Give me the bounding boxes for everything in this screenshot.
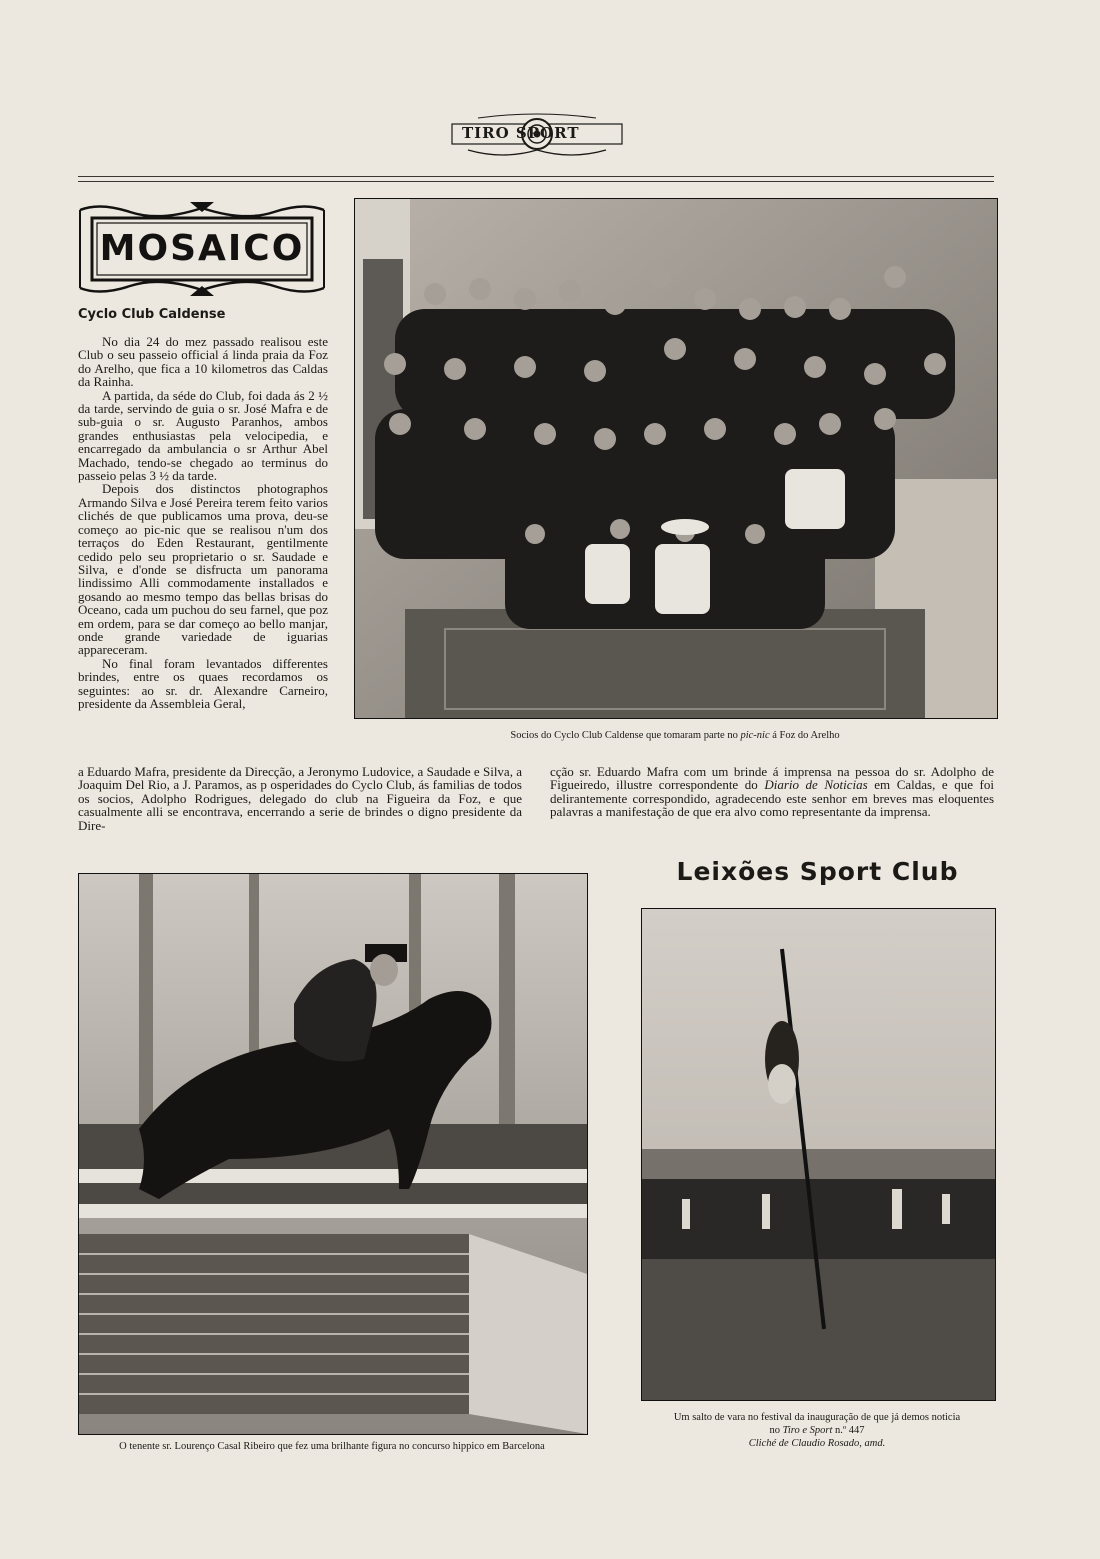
masthead-title-text: TIRO SPORT — [462, 124, 580, 142]
section-cartouche — [78, 200, 326, 298]
pole-vault-photo — [641, 908, 996, 1401]
article-paragraph — [550, 765, 994, 819]
article-paragraph: No final foram levantados differentes brindes, entre os quaes recordamos os seguintes: ao sr. dr. Alexandre Carneiro, presidente da Assembleia Geral, — [78, 655, 328, 711]
article-paragraph: A partida, da séde do Club, foi dada ás 2 ½ da tarde, servindo de guia o sr. José Mafra e de sub-guia o sr. Augusto Paranhos, ambos grandes enthusiastas pela velocipedia, e encarregado da ambulancia o sr Arthur Abel Machado, tendo-se chegado ao terminus do passeio pelas 3 ½ da tarde. — [78, 387, 328, 484]
mosaico-title: MOSAICO — [99, 228, 305, 269]
leixoes-heading: Leixões Sport Club — [676, 857, 959, 886]
caption-text: Socios do Cyclo Club Caldense que tomaram parte no — [510, 730, 741, 741]
caption-line: Um salto de vara no festival da inauguração de que já demos noticia — [673, 1412, 961, 1423]
caption-italic: Tiro e Sport — [782, 1425, 833, 1436]
masthead-logo — [448, 112, 626, 158]
caption-text: n.º 447 — [832, 1425, 865, 1436]
cyclo-article-right — [550, 765, 994, 819]
article-paragraph: No dia 24 do mez passado realisou este Club o seu passeio official á linda praia da Foz do Arelho, que fica a 10 kilometros das Caldas da Rainha. — [78, 334, 328, 390]
article-italic: Diario de Noticias — [764, 777, 868, 793]
article-text: cção sr. Eduardo Mafra com um brinde á imprensa na pessoa do sr. Adolpho de Figueiredo, illustre correspondente do — [550, 764, 994, 793]
caption-credit: Cliché de Claudio Rosado, amd. — [748, 1438, 886, 1449]
article-text: em Caldas, e que foi delirantemente correspondido, agradecendo este senhor em breves mas eloquentes palavras a manifestação de que era alvo como representante da imprensa. — [550, 777, 994, 820]
header-rule — [78, 176, 994, 177]
header-rule-thin — [78, 181, 994, 182]
article-paragraph: Depois dos distinctos photographos Armando Silva e José Pereira terem feito varios clichés de que publicamos uma prova, deu-se começo ao pic-nic que se realisou n'um dos terraços do Eden Restaurant, gentilmente cedido pelo seu proprietario o sr. Saudade e Silva, e d'onde se disfructa um panorama lindissimo Alli commodamente installados e gosando ao mesmo tempo das bellas brisas do Oceano, cada um puchou do seu farnel, que poz em ordem, para se dar começo ao bello manjar, onde grande variedade de iguarias appareceram. — [78, 481, 328, 658]
caption-italic: pic-nic — [740, 730, 770, 741]
group-photo — [354, 198, 998, 719]
caption-line — [630, 1424, 1004, 1437]
cyclo-article-wide — [78, 765, 522, 832]
cyclo-article-left — [78, 335, 328, 710]
horse-jump-photo — [78, 873, 588, 1435]
horse-photo-caption: O tenente sr. Lourenço Casal Ribeiro que fez uma brilhante figura no concurso hippico em Barcelona — [119, 1441, 545, 1452]
cyclo-heading: Cyclo Club Caldense — [78, 307, 226, 322]
pole-vault-caption — [630, 1411, 1004, 1450]
target-emblem-icon — [448, 112, 626, 158]
group-photo-caption — [354, 729, 996, 742]
article-paragraph: a Eduardo Mafra, presidente da Direcção, a Jeronymo Ludovice, a Saudade e Silva, a Joaquim Del Rio, a J. Paramos, as p osperidades do Cyclo Club, ás familias de todos os socios, Adolpho Rodrigues, delegado do club na Figueira da Foz, e que casualmente alli se encontrava, encerrando a serie de brindes o digno presidente da Dire- — [78, 764, 522, 833]
caption-text: á Foz do Arelho — [769, 730, 840, 741]
caption-text: no — [769, 1425, 783, 1436]
